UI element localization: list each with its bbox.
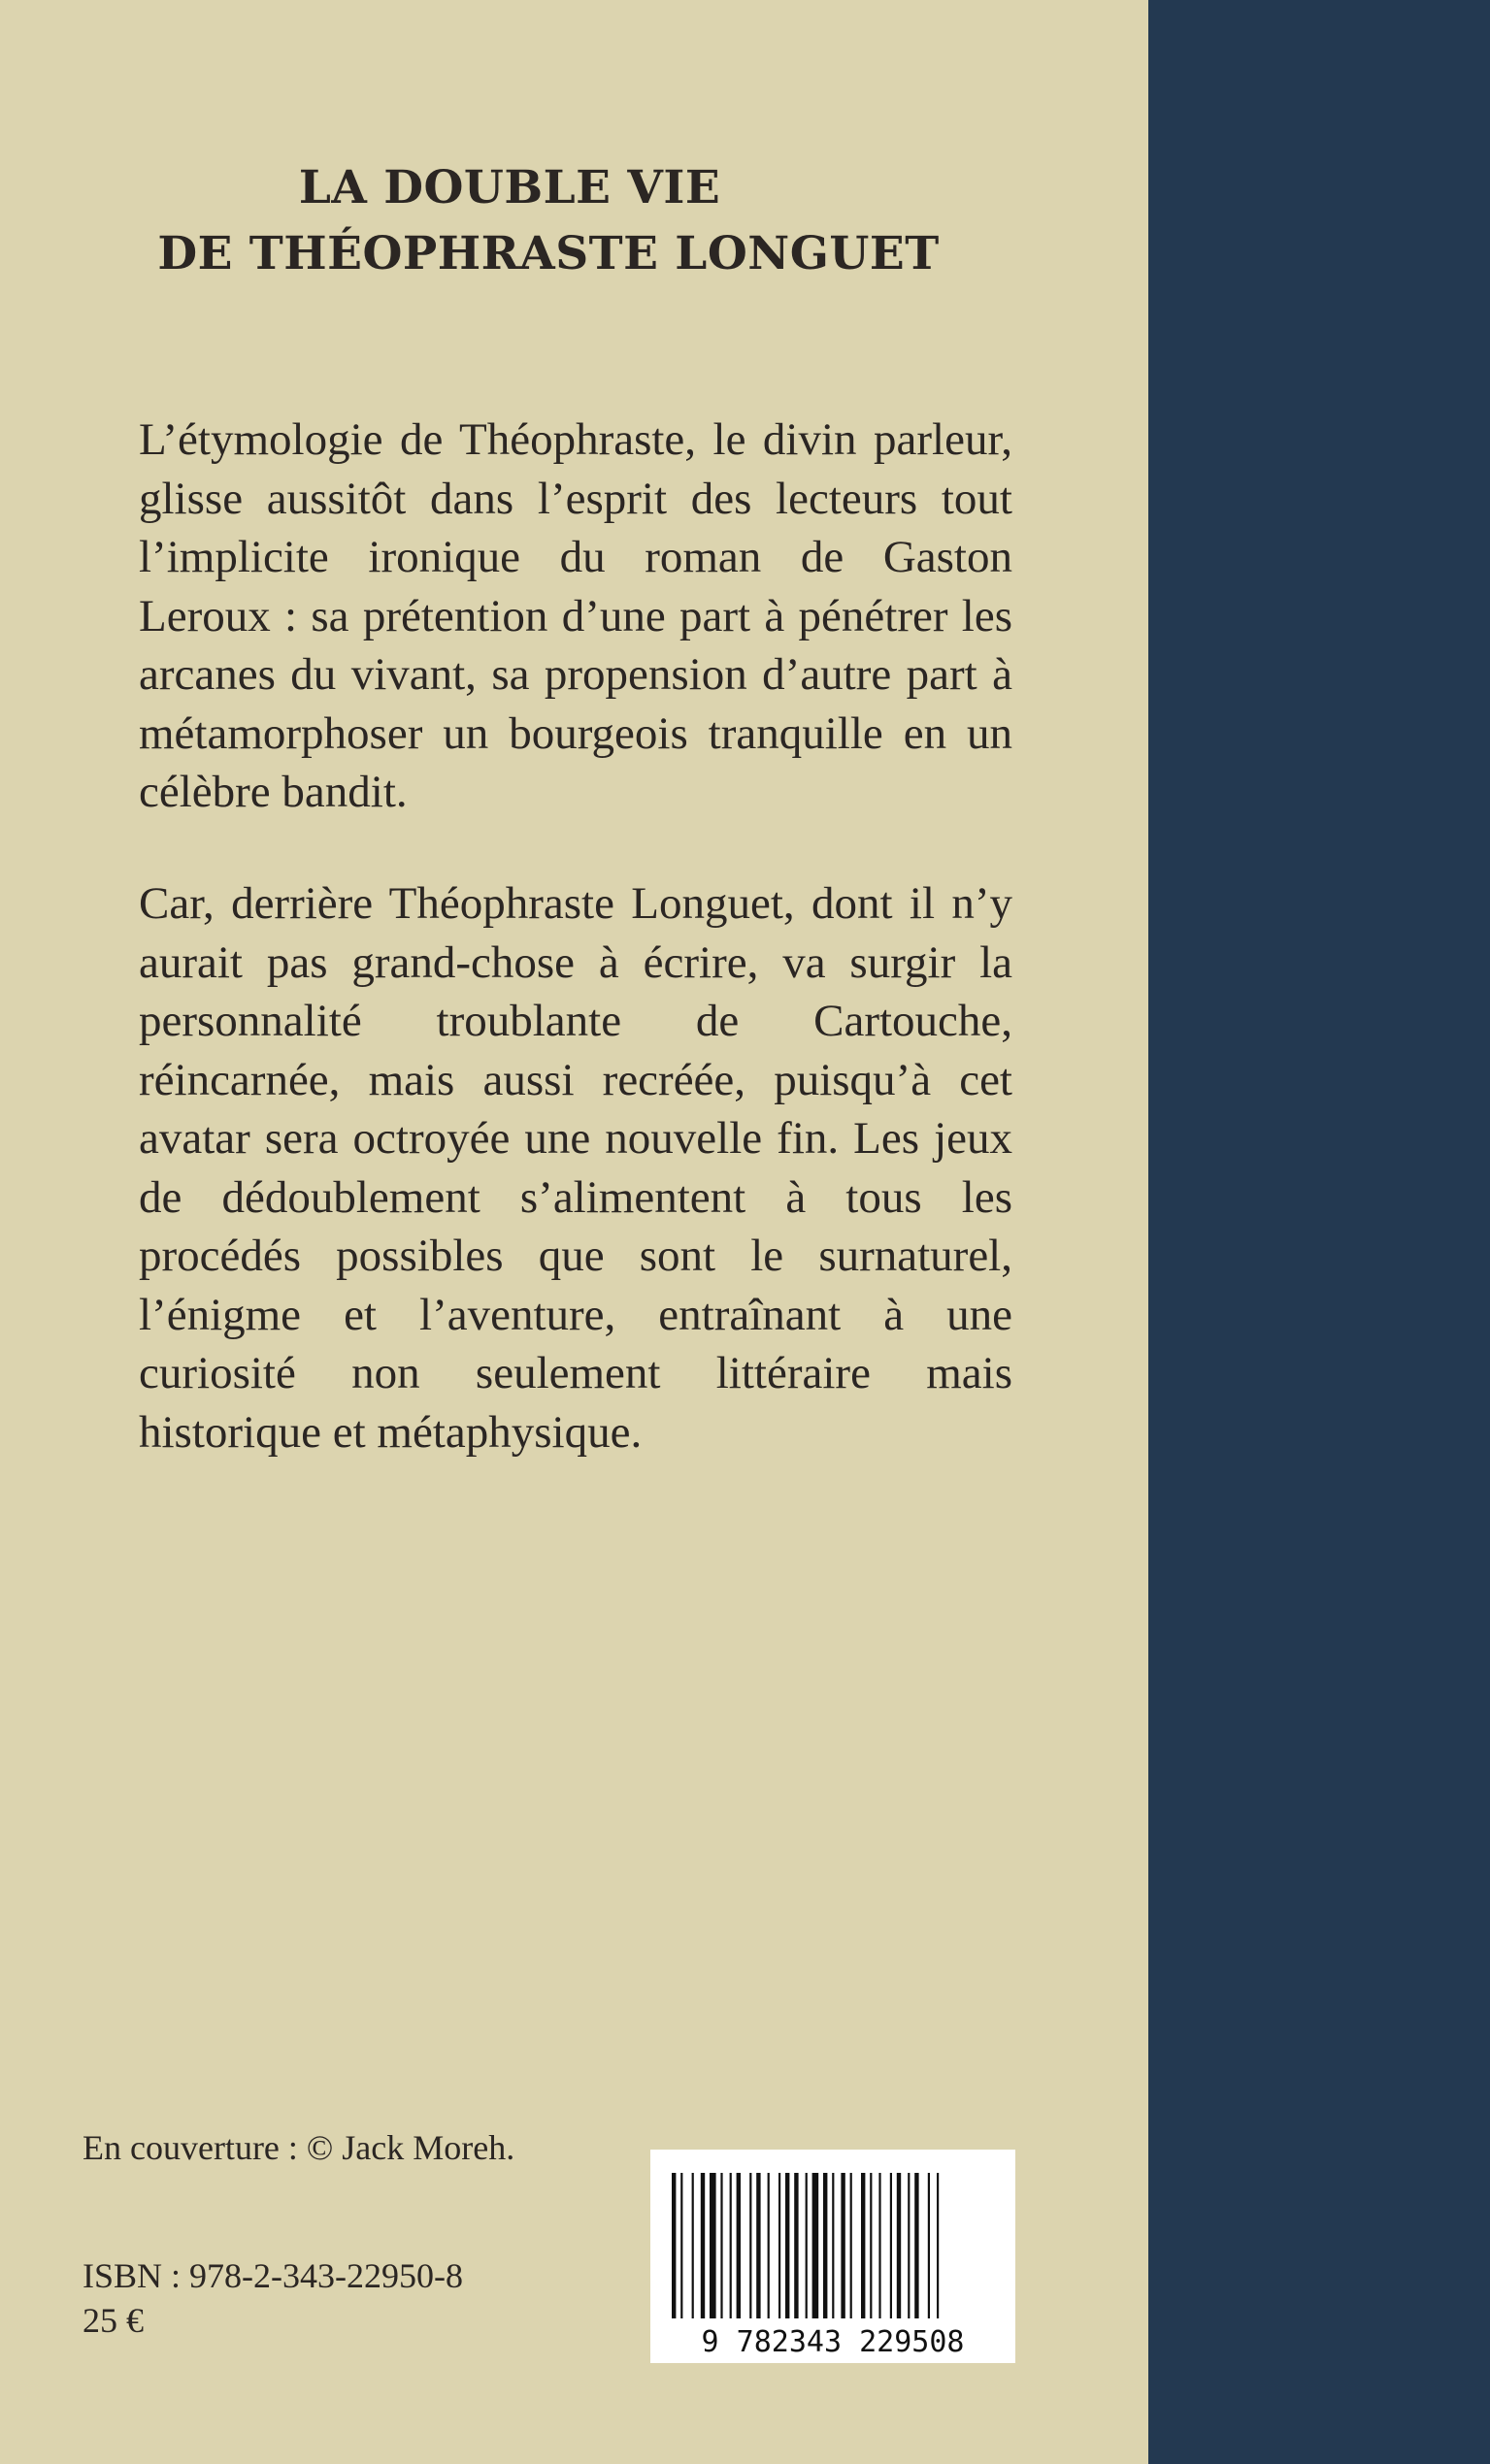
barcode-bar	[672, 2173, 676, 2318]
barcode-bar	[850, 2173, 852, 2318]
barcode-bar	[692, 2173, 694, 2318]
barcode-bar	[878, 2173, 880, 2318]
barcode-bar	[890, 2173, 892, 2318]
cover-credit: En couverture : © Jack Moreh.	[83, 2128, 515, 2167]
barcode-bar	[680, 2173, 682, 2318]
barcode-digits: 9 782343 229508	[701, 2325, 965, 2359]
isbn-number: ISBN : 978-2-343-22950-8	[83, 2256, 463, 2295]
barcode-bar	[806, 2173, 808, 2318]
isbn-block	[83, 2253, 463, 2343]
barcode-bar	[908, 2173, 910, 2318]
barcode-bar	[832, 2173, 834, 2318]
barcode-bar	[756, 2173, 760, 2318]
barcode-bar	[730, 2173, 732, 2318]
barcode-bar	[870, 2173, 872, 2318]
barcode-bar	[720, 2173, 722, 2318]
barcode	[650, 2150, 1015, 2363]
barcode-bar	[914, 2173, 918, 2318]
title-line-2: DE THÉOPHRASTE LONGUET	[157, 227, 940, 280]
blurb-paragraph-1: L’étymologie de Théophraste, le divin parleur, glisse aussitôt dans l’esprit des lecteurs tout l’implicite ironique du roman de Gaston Leroux : sa prétention d’une part à pénétrer les arcanes du vivant, sa propension d’autre part à métamorphoser un bourgeois tranquille en un célèbre bandit.	[139, 414, 1012, 817]
barcode-bar	[841, 2173, 844, 2318]
barcode-bar	[737, 2173, 741, 2318]
barcode-bar	[861, 2173, 865, 2318]
price: 25 €	[83, 2301, 144, 2340]
book-spine	[1148, 0, 1490, 2464]
barcode-bar	[823, 2173, 827, 2318]
barcode-bar	[701, 2173, 705, 2318]
book-title	[87, 155, 1010, 287]
blurb-paragraph-2: Car, derrière Théophraste Longuet, dont il n’y aurait pas grand-chose à écrire, va surgir la personnalité troublante de Cartouche, réincarnée, mais aussi recréée, puisqu’à cet avatar sera octroyée une nouvelle fin. Les jeux de dédoublement s’alimentent à tous les procédés possibles que sont le surnaturel, l’énigme et l’aventure, entraînant à une curiosité non seulement littéraire mais historique et métaphysique.	[139, 878, 1012, 1458]
barcode-bar	[778, 2173, 780, 2318]
barcode-bar	[749, 2173, 751, 2318]
barcode-bar	[768, 2173, 770, 2318]
barcode-bar	[928, 2173, 930, 2318]
barcode-bar	[710, 2173, 716, 2318]
barcode-bar	[897, 2173, 901, 2318]
barcode-bar	[785, 2173, 789, 2318]
barcode-bar	[812, 2173, 819, 2318]
barcode-graphic	[650, 2150, 1015, 2363]
barcode-bar	[794, 2173, 798, 2318]
barcode-bar	[937, 2173, 939, 2318]
title-line-1: LA DOUBLE VIE	[298, 161, 721, 214]
